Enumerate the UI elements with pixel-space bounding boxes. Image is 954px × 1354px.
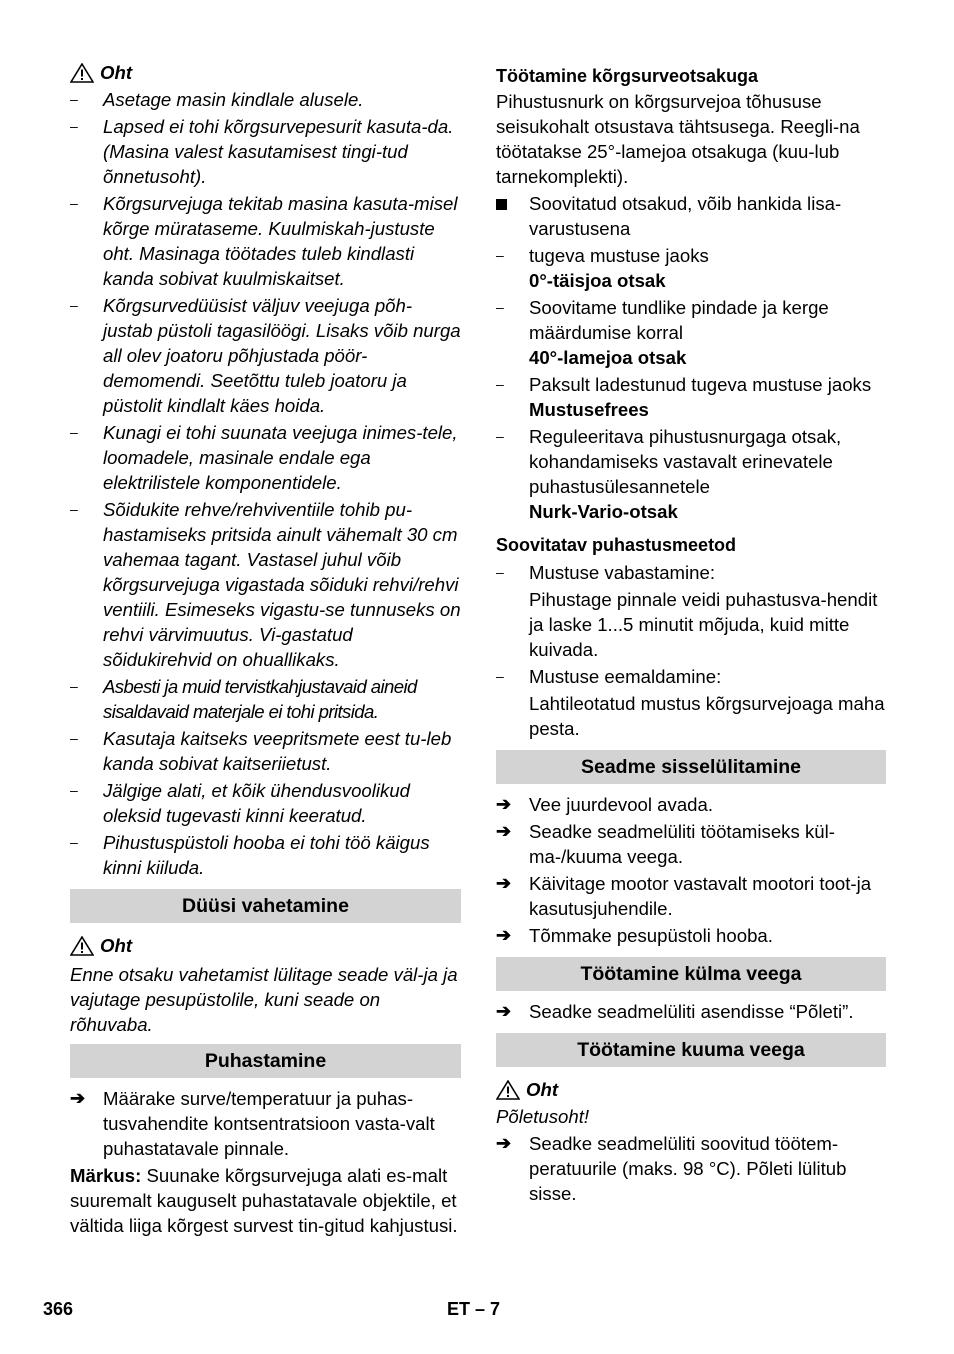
list-item: – Mustuse vabastamine: <box>496 562 716 583</box>
dash-icon: – <box>70 297 78 313</box>
left-column <box>70 60 461 1238</box>
list-item: ➔ Vee juurdevool avada. <box>496 794 714 815</box>
dash-icon: – <box>496 428 504 444</box>
list-item: – Jälgige alati, et kõik ühendusvoolikud oleksid tugevasti kinni keeratud. <box>70 780 410 826</box>
list-item: ➔ Tõmmake pesupüstoli hooba. <box>496 925 773 946</box>
list-item: – Lapsed ei tohi kõrgsurvepesurit kasuta-da. (Masina valest kasutamisest tingi-tud õnnetusoht). <box>70 116 454 187</box>
safety-list <box>70 87 461 880</box>
arrow-icon: ➔ <box>496 821 512 841</box>
arrow-icon: ➔ <box>496 1001 512 1021</box>
section-heading-switch-on: Seadme sisselülitamine <box>496 750 886 784</box>
arrow-icon: ➔ <box>496 873 512 893</box>
section-heading-nozzle-change: Düüsi vahetamine <box>70 889 461 923</box>
list-item: – Paksult ladestunud tugeva mustuse jaoks <box>496 374 872 395</box>
bullet-item: Soovitatud otsakud, võib hankida lisa-varustusena <box>496 191 886 241</box>
list-item: – Kunagi ei tohi suunata veejuga inimes-tele, loomadele, masinale endale ega elektrilistele komponentidele. <box>70 422 458 493</box>
dash-icon: – <box>496 668 504 684</box>
section-heading-cold-water: Töötamine külma veega <box>496 957 886 991</box>
page-number: 366 <box>43 1299 74 1319</box>
list-item: – Asbesti ja muid tervistkahjustavaid aineid sisaldavaid materjale ei tohi pritsida. <box>70 676 417 722</box>
warning-triangle-icon <box>496 1080 520 1100</box>
nozzle-list <box>496 243 886 524</box>
list-item: – tugeva mustuse jaoks <box>496 245 709 266</box>
list-item: – Soovitame tundlike pindade ja kerge määrdumise korral <box>496 297 829 343</box>
switch-on-steps <box>496 792 886 948</box>
list-item: ➔ Seadke seadmelüliti töötamiseks kül-ma-/kuuma veega. <box>496 821 835 867</box>
dash-icon: – <box>496 564 504 580</box>
dash-icon: – <box>70 91 78 107</box>
warning-heading: Oht <box>70 933 461 958</box>
dash-icon: – <box>70 678 78 694</box>
nozzle-name: Nurk-Vario-otsak <box>529 501 678 522</box>
nozzle-name: Mustusefrees <box>529 399 649 420</box>
warning-triangle-icon <box>70 63 94 83</box>
warning-text: Enne otsaku vahetamist lülitage seade väl-ja ja vajutage pesupüstolile, kuni seade on rõhuvaba. <box>70 964 458 1035</box>
sub-text: Pihustage pinnale veidi puhastusva-hendit ja laske 1...5 minutit mõjuda, kuid mitte kuivada. <box>529 589 878 660</box>
nozzle-name: 40°-lamejoa otsak <box>529 347 687 368</box>
heading-high-pressure-nozzle: Töötamine kõrgsurveotsakuga <box>496 66 759 86</box>
warning-heading: Oht <box>496 1077 886 1102</box>
instruction-step: ➔ Määrake surve/temperatuur ja puhas-tusvahendite kontsentratsioon vasta-valt puhastatavale pinnale. <box>70 1088 435 1159</box>
sub-text: Lahtileotatud mustus kõrgsurvejoaga maha pesta. <box>529 693 885 739</box>
arrow-icon: ➔ <box>496 794 512 814</box>
paragraph: Pihustusnurk on kõrgsurvejoa tõhususe seisukohalt otsustava tähtsusega. Reegli-na töötatakse 25°-lamejoa otsakuga (kuu-lub tarnekomplekti). <box>496 91 860 187</box>
arrow-icon: ➔ <box>496 1133 512 1153</box>
instruction-step: ➔ Seadke seadmelüliti soovitud töötem-peratuurile (maks. 98 °C). Põleti lülitub sisse. <box>496 1133 847 1204</box>
list-item: – Kõrgsurvejuga tekitab masina kasuta-misel kõrge mürataseme. Kuulmiskah-justuste oht. Masinaga töötades tuleb kindlasti kanda sobivat kuulmiskaitset. <box>70 193 458 289</box>
dash-icon: – <box>70 730 78 746</box>
dash-icon: – <box>70 118 78 134</box>
dash-icon: – <box>70 195 78 211</box>
warning-triangle-icon <box>70 936 94 956</box>
nozzle-name: 0°-täisjoa otsak <box>529 270 666 291</box>
dash-icon: – <box>496 247 504 263</box>
list-item: ➔ Käivitage mootor vastavalt mootori toot-ja kasutusjuhendile. <box>496 873 872 919</box>
note: Märkus: Suunake kõrgsurvejuga alati es-malt suuremalt kauguselt puhastatavale objektile, et vältida liiga kõrgest survest tin-gitud kahjustusi. <box>70 1165 458 1236</box>
list-item: – Kõrgsurvedüüsist väljuv veejuga põh-justab püstoli tagasilöögi. Lisaks võib nurga all olev joatoru põhjustada pöör-demomendi. Seetõttu tuleb joatoru ja püstolit kindlalt käes hoida. <box>70 295 461 416</box>
list-item: – Mustuse eemaldamine: <box>496 666 722 687</box>
warning-text: Põletusoht! <box>496 1106 590 1127</box>
dash-icon: – <box>496 299 504 315</box>
list-item: – Pihustuspüstoli hooba ei tohi töö käigus kinni kiiluda. <box>70 832 430 878</box>
instruction-step: ➔ Seadke seadmelüliti asendisse “Põleti”. <box>496 1001 854 1022</box>
list-item: – Asetage masin kindlale alusele. <box>70 89 364 110</box>
dash-icon: – <box>70 501 78 517</box>
language-page-marker: ET – 7 <box>447 1299 501 1319</box>
section-heading-cleaning: Puhastamine <box>70 1044 461 1078</box>
heading-cleaning-method: Soovitatav puhastusmeetod <box>496 535 737 555</box>
list-item: – Sõidukite rehve/rehviventiile tohib pu-hastamiseks pritsida ainult vähemalt 30 cm vahemaa tagant. Vastasel juhul võib kõrgsurvejuga vigastada sõiduki rehvi/rehvi ventiili. Esimeseks vigastu-se tunnuseks on rehvi värvimuutus. Vi-gastatud sõidukirehvid on ohuallikaks. <box>70 499 461 670</box>
dash-icon: – <box>496 376 504 392</box>
dash-icon: – <box>70 834 78 850</box>
list-item: – Kasutaja kaitseks veepritsmete eest tu-leb kanda sobivat kaitseriietust. <box>70 728 452 774</box>
arrow-icon: ➔ <box>496 925 512 945</box>
warning-heading: Oht <box>70 60 461 85</box>
dash-icon: – <box>70 424 78 440</box>
right-column <box>496 60 886 1206</box>
dash-icon: – <box>70 782 78 798</box>
list-item: – Reguleeritava pihustusnurgaga otsak, kohandamiseks vastavalt erinevatele puhastusülesannetele <box>496 426 842 497</box>
method-list <box>496 560 886 741</box>
section-heading-hot-water: Töötamine kuuma veega <box>496 1033 886 1067</box>
square-bullet-icon <box>496 191 529 241</box>
arrow-icon: ➔ <box>70 1088 86 1108</box>
